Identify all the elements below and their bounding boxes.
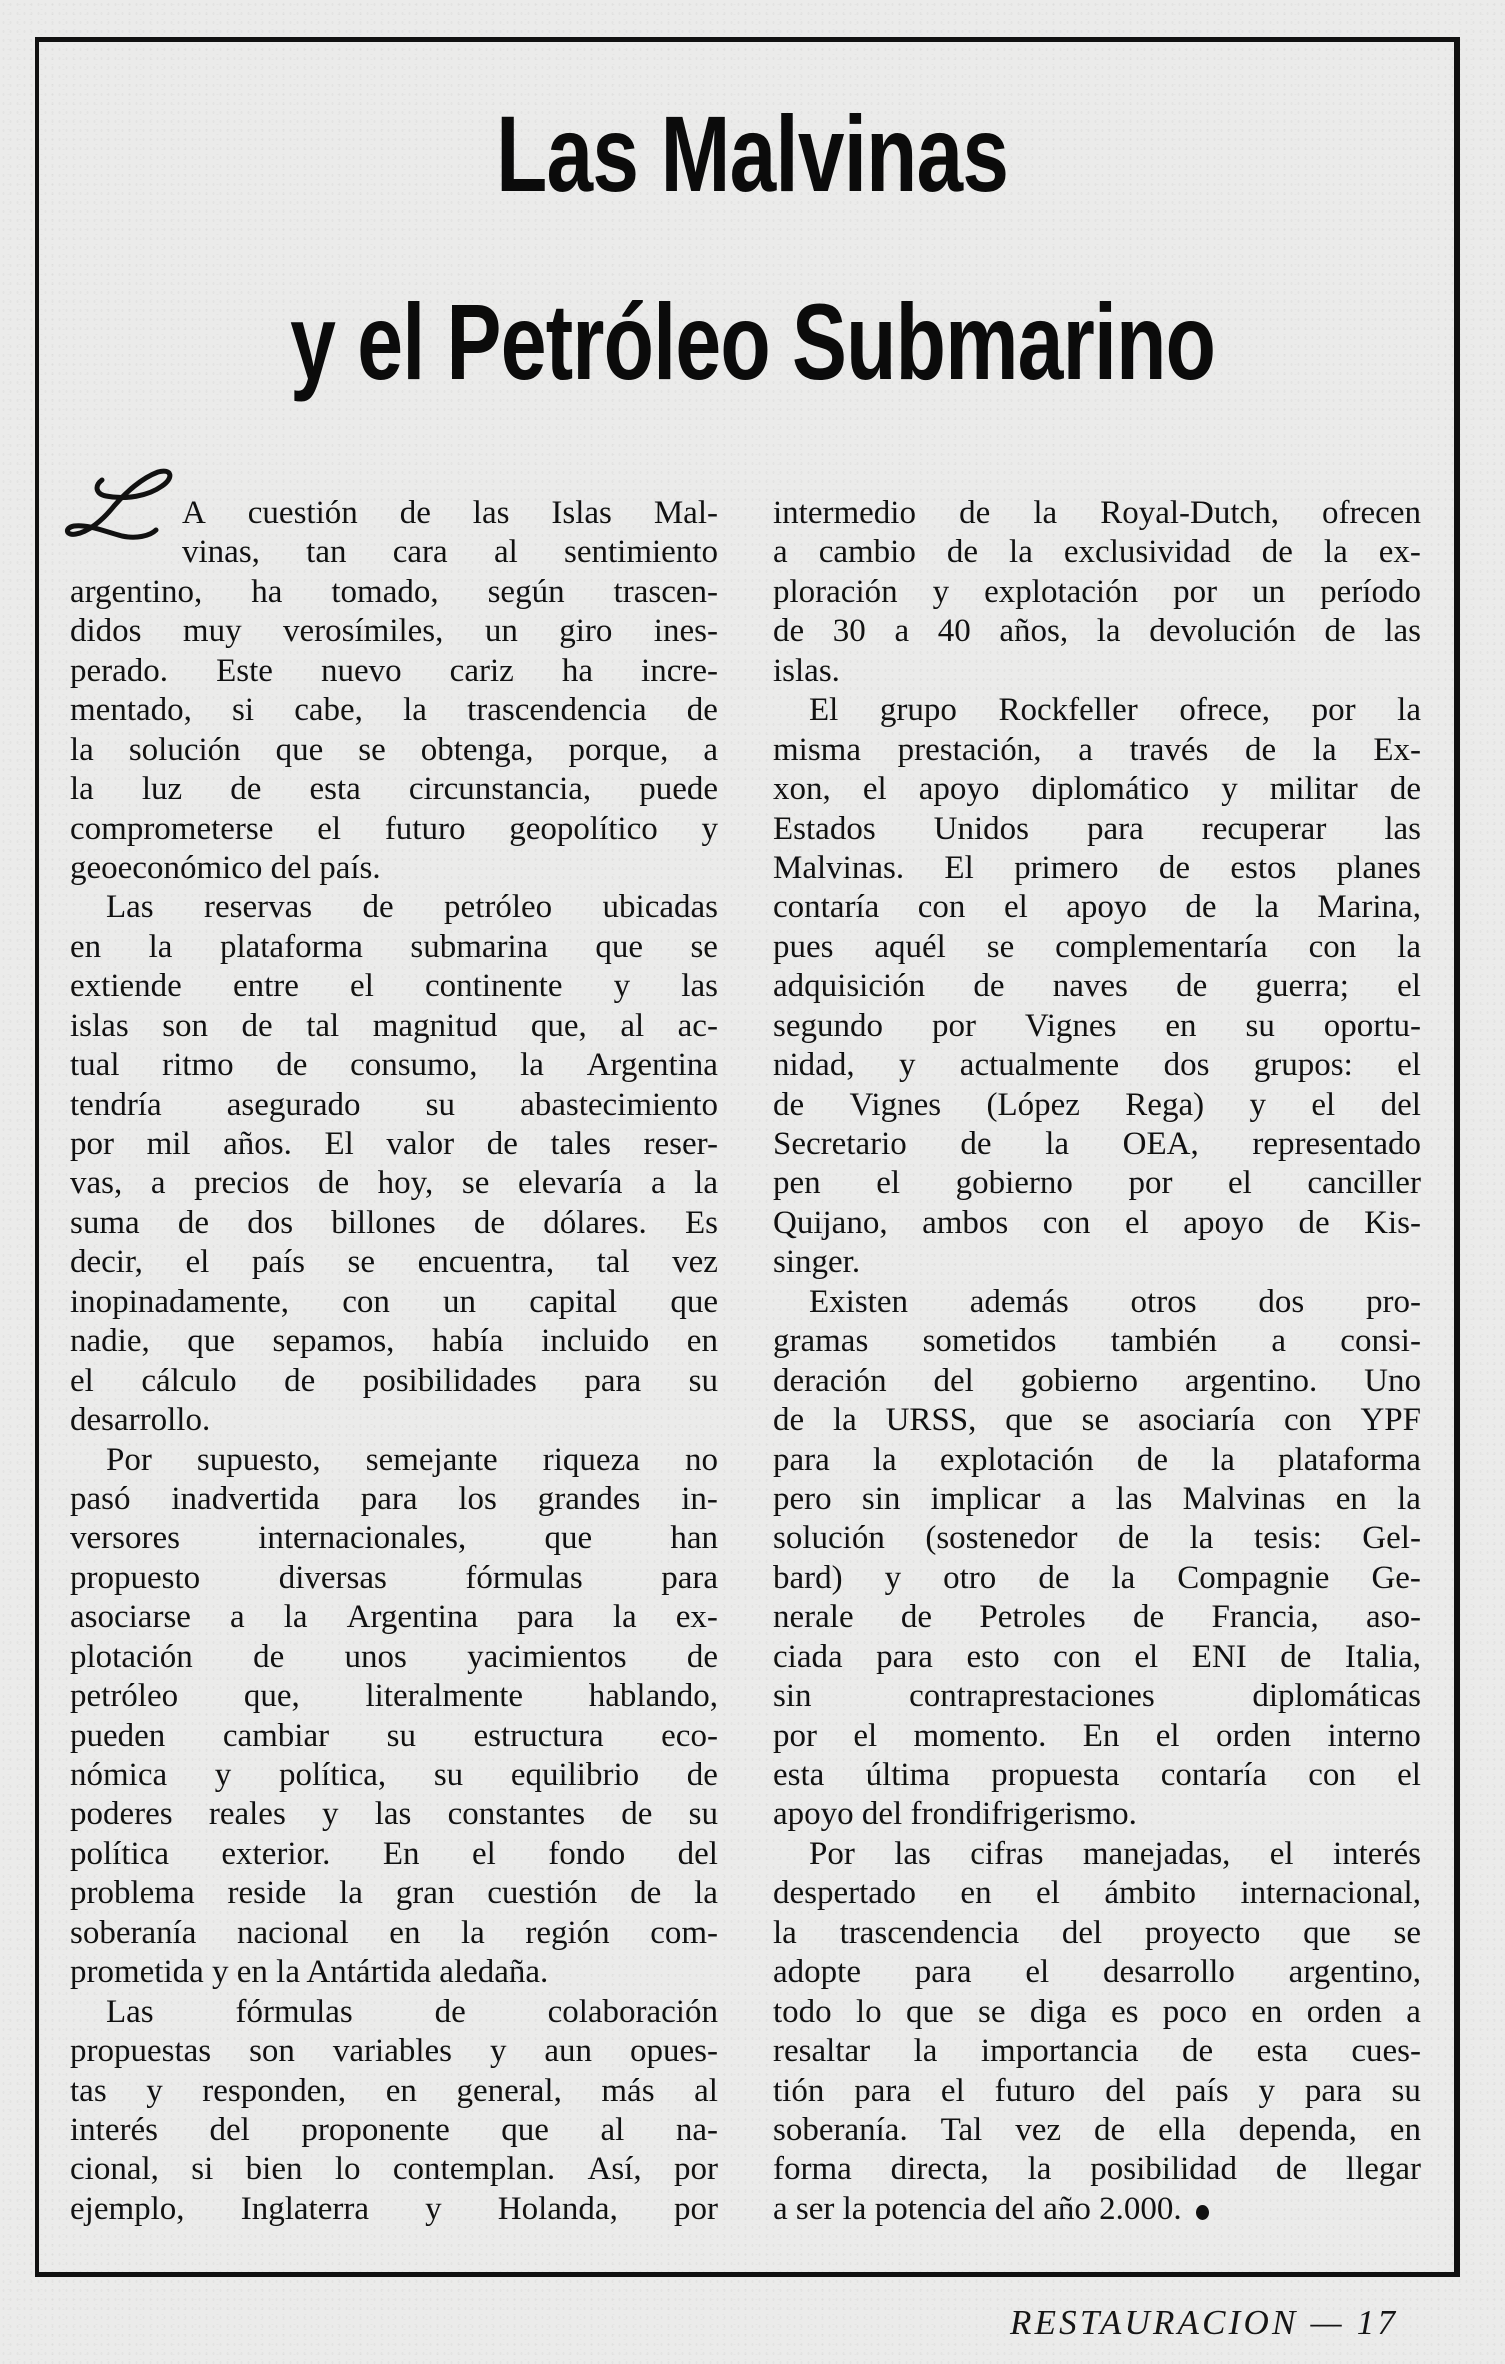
text-line-content: la solución que se obtenga, porque, a	[70, 731, 718, 768]
text-line-content: sin contraprestaciones diplomáticas	[773, 1678, 1421, 1715]
text-line-content: el cálculo de posibilidades para su	[70, 1362, 718, 1399]
text-line-content: de la URSS, que se asociaría con YPF	[773, 1402, 1421, 1439]
text-line	[70, 810, 718, 849]
text-line	[773, 1717, 1421, 1756]
text-line-content: islas son de tal magnitud que, al ac-	[70, 1007, 718, 1044]
text-line-content: pues aquél se complementaría con la	[773, 928, 1421, 965]
text-line	[773, 1993, 1421, 2032]
text-line-content: Existen además otros dos pro-	[809, 1283, 1421, 1320]
text-line	[70, 1717, 718, 1756]
text-line	[70, 1283, 718, 1322]
text-line-content: soberanía. Tal vez de ella dependa, en	[773, 2111, 1421, 2148]
text-line-content: segundo por Vignes en su oportu-	[773, 1007, 1421, 1044]
text-line-content: comprometerse el futuro geopolítico y	[70, 810, 718, 847]
text-line	[773, 1638, 1421, 1677]
text-line-content: por el momento. En el orden interno	[773, 1717, 1421, 1754]
text-line-content: adquisición de naves de guerra; el	[773, 968, 1421, 1005]
text-line-content: tión para el futuro del país y para su	[773, 2072, 1421, 2109]
text-line	[773, 2032, 1421, 2071]
text-line-content: propuesto diversas fórmulas para	[70, 1559, 718, 1596]
text-line-content: tual ritmo de consumo, la Argentina	[70, 1047, 718, 1084]
text-line	[70, 573, 718, 612]
text-line	[70, 1598, 718, 1637]
text-line-content: forma directa, la posibilidad de llegar	[773, 2151, 1421, 2188]
text-line-content: resaltar la importancia de esta cues-	[773, 2033, 1421, 2070]
text-line	[773, 1401, 1421, 1440]
text-line-content: inopinadamente, con un capital que	[70, 1283, 718, 1320]
text-line-content: interés del proponente que al na-	[70, 2111, 718, 2148]
text-line-content: pero sin implicar a las Malvinas en la	[773, 1480, 1421, 1517]
text-line	[70, 1204, 718, 1243]
text-line-content: xon, el apoyo diplomático y militar de	[773, 771, 1421, 808]
text-line	[773, 1835, 1421, 1874]
text-line-content: bard) y otro de la Compagnie Ge-	[773, 1559, 1421, 1596]
text-line	[773, 494, 1421, 533]
text-line	[773, 1874, 1421, 1913]
text-line-content: Por supuesto, semejante riqueza no	[106, 1441, 718, 1478]
text-line-content: deración del gobierno argentino. Uno	[773, 1362, 1421, 1399]
text-line-content: petróleo que, literalmente hablando,	[70, 1678, 718, 1715]
text-line	[773, 1007, 1421, 1046]
text-line	[773, 573, 1421, 612]
text-line-content: nidad, y actualmente dos grupos: el	[773, 1047, 1421, 1084]
text-line-content: ploración y explotación por un período	[773, 573, 1421, 610]
text-line	[70, 731, 718, 770]
text-line	[70, 612, 718, 651]
text-line	[70, 928, 718, 967]
text-line	[70, 1638, 718, 1677]
text-line	[773, 1362, 1421, 1401]
text-line	[70, 1795, 718, 1834]
title-text-2: y el Petróleo Submarino	[290, 281, 1215, 402]
text-line	[70, 1953, 718, 1992]
text-line-content: nómica y política, su equilibrio de	[70, 1757, 718, 1793]
text-line-content: argentino, ha tomado, según trascen-	[70, 573, 718, 610]
text-line	[70, 2032, 718, 2071]
text-line	[70, 1677, 718, 1716]
text-line	[70, 1756, 718, 1795]
text-line-content: plotación de unos yacimientos de	[70, 1638, 718, 1675]
text-line-content: versores internacionales, que han	[70, 1520, 718, 1557]
text-line	[70, 1441, 718, 1480]
text-line	[70, 1125, 718, 1164]
page-number: 17	[1356, 2303, 1399, 2342]
text-line-content: por mil años. El valor de tales reser-	[70, 1126, 718, 1162]
text-line	[773, 1795, 1421, 1834]
text-line	[70, 1243, 718, 1282]
text-line-content: A cuestión de las Islas Mal-	[182, 495, 718, 531]
text-line	[70, 1362, 718, 1401]
title-text-1: Las Malvinas	[496, 93, 1009, 214]
text-line	[70, 2190, 718, 2229]
text-line	[773, 1204, 1421, 1243]
text-line-content: desarrollo.	[70, 1402, 211, 1439]
text-line	[70, 1835, 718, 1874]
text-line-content: pueden cambiar su estructura eco-	[70, 1717, 718, 1754]
page-footer	[1010, 2303, 1454, 2343]
text-line	[773, 1046, 1421, 1085]
text-line-content: gramas sometidos también a consi-	[773, 1323, 1421, 1360]
text-line	[773, 2190, 1421, 2229]
article-column-left	[70, 494, 718, 2229]
text-line-content: de Vignes (López Rega) y el del	[773, 1086, 1421, 1123]
text-line-content: misma prestación, a través de la Ex-	[773, 731, 1421, 768]
text-line-content: la luz de esta circunstancia, puede	[70, 771, 718, 808]
text-line	[70, 1322, 718, 1361]
text-line	[70, 967, 718, 1006]
text-line-content: a cambio de la exclusividad de la ex-	[773, 534, 1421, 571]
text-line	[773, 731, 1421, 770]
text-line	[70, 1874, 718, 1913]
text-line	[773, 1322, 1421, 1361]
text-line-content: esta última propuesta contaría con el	[773, 1757, 1421, 1793]
text-line	[773, 2072, 1421, 2111]
text-line	[70, 849, 718, 888]
text-line-content: nadie, que sepamos, había incluido en	[70, 1323, 718, 1360]
text-line	[773, 1756, 1421, 1795]
text-line-content: El grupo Rockfeller ofrece, por la	[809, 692, 1421, 729]
text-line	[773, 849, 1421, 888]
text-line-content: Secretario de la OEA, representado	[773, 1126, 1421, 1162]
text-line-content: poderes reales y las constantes de su	[70, 1796, 718, 1833]
text-line-content: singer.	[773, 1244, 861, 1281]
text-line-content: en la plataforma submarina que se	[70, 928, 718, 965]
text-line-content: la trascendencia del proyecto que se	[773, 1914, 1421, 1951]
text-line	[773, 2150, 1421, 2189]
text-line	[70, 1914, 718, 1953]
text-line	[773, 652, 1421, 691]
text-line-content: Malvinas. El primero de estos planes	[773, 849, 1421, 886]
text-line-content: perado. Este nuevo cariz ha incre-	[70, 652, 718, 689]
text-line-content: tendría asegurado su abastecimiento	[70, 1086, 718, 1123]
text-line	[773, 810, 1421, 849]
text-line	[773, 1953, 1421, 1992]
text-line	[70, 1046, 718, 1085]
text-line	[773, 770, 1421, 809]
publication-name: RESTAURACION	[1010, 2303, 1299, 2342]
text-line	[70, 888, 718, 927]
text-line-content: política exterior. En el fondo del	[70, 1835, 718, 1872]
text-line-content: ejemplo, Inglaterra y Holanda, por	[70, 2190, 718, 2227]
text-line-content: para la explotación de la plataforma	[773, 1441, 1421, 1478]
text-line-content: pen el gobierno por el canciller	[773, 1165, 1421, 1202]
text-line	[773, 691, 1421, 730]
text-line-content: suma de dos billones de dólares. Es	[70, 1204, 718, 1241]
end-of-article-bullet-icon	[1196, 2205, 1209, 2220]
text-line-content: vas, a precios de hoy, se elevaría a la	[70, 1165, 718, 1202]
text-line-content: mentado, si cabe, la trascendencia de	[70, 692, 718, 729]
text-line	[70, 2150, 718, 2189]
text-line-content: apoyo del frondifrigerismo.	[773, 1796, 1137, 1833]
text-line	[70, 1401, 718, 1440]
footer-separator: —	[1310, 2303, 1345, 2342]
text-line-content: tas y responden, en general, más al	[70, 2072, 718, 2109]
text-line-content: pasó inadvertida para los grandes in-	[70, 1480, 718, 1517]
text-line	[773, 1598, 1421, 1637]
text-line	[70, 2111, 718, 2150]
text-line-content: geoeconómico del país.	[70, 849, 381, 886]
text-line-content: contaría con el apoyo de la Marina,	[773, 889, 1421, 926]
text-line-content: a ser la potencia del año 2.000.	[773, 2190, 1182, 2227]
text-line-content: Estados Unidos para recuperar las	[773, 810, 1421, 847]
article-title-line-1	[0, 93, 1505, 214]
text-line-content: solución (sostenedor de la tesis: Gel-	[773, 1520, 1421, 1557]
text-line	[70, 2072, 718, 2111]
text-line-content: propuestas son variables y aun opues-	[70, 2033, 718, 2070]
text-line-content: nerale de Petroles de Francia, aso-	[773, 1599, 1421, 1636]
article-title-line-2	[0, 281, 1505, 402]
text-line	[773, 1677, 1421, 1716]
text-line	[773, 1164, 1421, 1203]
text-line	[70, 1164, 718, 1203]
text-line-content: extiende entre el continente y las	[70, 968, 718, 1005]
text-line-content: Por las cifras manejadas, el interés	[809, 1835, 1421, 1872]
article-column-right	[773, 494, 1421, 2229]
text-line	[70, 533, 718, 572]
text-line-content: de 30 a 40 años, la devolución de las	[773, 613, 1421, 650]
text-line	[773, 1519, 1421, 1558]
text-line	[70, 1559, 718, 1598]
text-line-content: soberanía nacional en la región com-	[70, 1914, 718, 1951]
text-line-content: adopte para el desarrollo argentino,	[773, 1954, 1421, 1991]
text-line-content: intermedio de la Royal-Dutch, ofrecen	[773, 495, 1421, 531]
text-line-content: asociarse a la Argentina para la ex-	[70, 1599, 718, 1636]
text-line	[70, 1007, 718, 1046]
text-line	[773, 1125, 1421, 1164]
text-line-content: prometida y en la Antártida aledaña.	[70, 1954, 549, 1991]
text-line-content: cional, si bien lo contemplan. Así, por	[70, 2151, 718, 2188]
text-line-content: despertado en el ámbito internacional,	[773, 1875, 1421, 1912]
text-line	[773, 1243, 1421, 1282]
text-line	[773, 1441, 1421, 1480]
text-line	[70, 1086, 718, 1125]
text-line	[773, 612, 1421, 651]
text-line	[70, 1519, 718, 1558]
text-line	[773, 967, 1421, 1006]
text-line-content: Las reservas de petróleo ubicadas	[106, 889, 718, 926]
text-line-content: ciada para esto con el ENI de Italia,	[773, 1638, 1421, 1675]
text-line	[70, 652, 718, 691]
text-line	[773, 1480, 1421, 1519]
text-line	[70, 691, 718, 730]
text-line	[773, 2111, 1421, 2150]
text-line-content: islas.	[773, 652, 840, 689]
text-line-content: problema reside la gran cuestión de la	[70, 1875, 718, 1912]
text-line-content: vinas, tan cara al sentimiento	[182, 534, 718, 571]
text-line	[773, 1914, 1421, 1953]
text-line	[773, 928, 1421, 967]
text-line	[773, 1283, 1421, 1322]
text-line	[70, 770, 718, 809]
text-line	[773, 533, 1421, 572]
text-line-content: Quijano, ambos con el apoyo de Kis-	[773, 1204, 1421, 1241]
text-line-content: Las fórmulas de colaboración	[106, 1993, 718, 2030]
text-line	[773, 1559, 1421, 1598]
text-line	[70, 1480, 718, 1519]
text-line	[773, 888, 1421, 927]
text-line-content: todo lo que se diga es poco en orden a	[773, 1993, 1421, 2030]
text-line	[70, 1993, 718, 2032]
text-line	[70, 494, 718, 533]
text-line-content: decir, el país se encuentra, tal vez	[70, 1244, 718, 1281]
text-line	[773, 1086, 1421, 1125]
text-line-content: didos muy verosímiles, un giro ines-	[70, 613, 718, 650]
